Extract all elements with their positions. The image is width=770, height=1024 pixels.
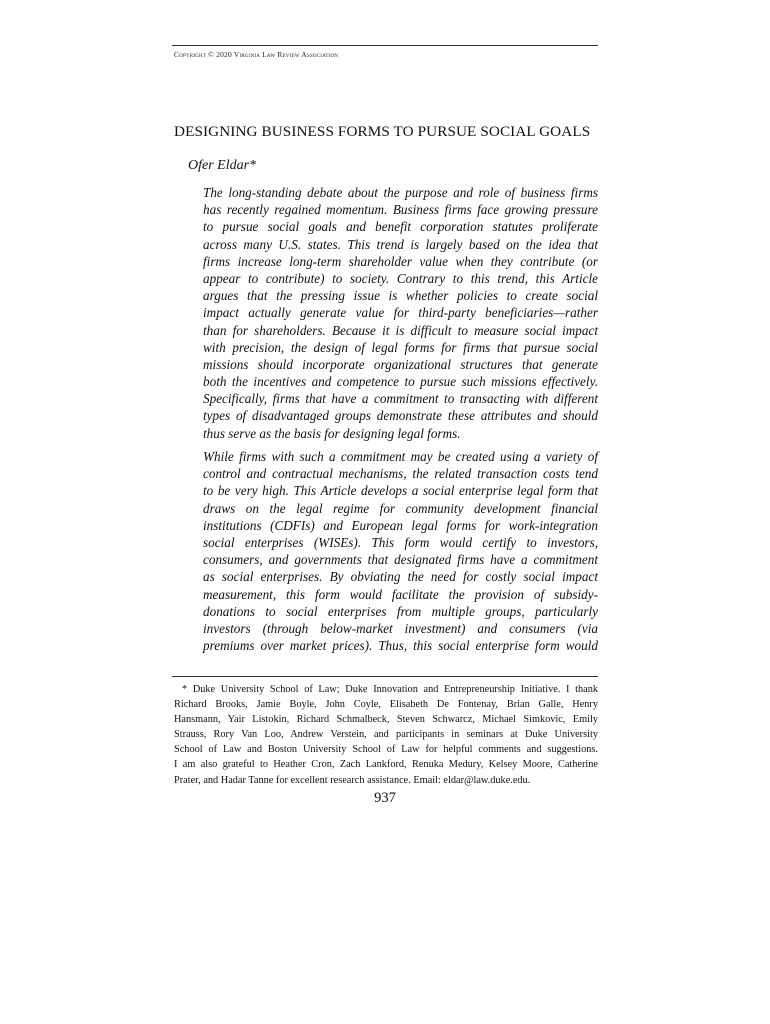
abstract-line: missions should incorporate organizational structures that generate (203, 356, 598, 372)
abstract-line: types of disadvantaged groups demonstrate these attributes and should (203, 408, 598, 424)
footnote-line: Hansmann, Yair Listokin, Richard Schmalbeck, Steven Schwarcz, Michael Simkovic, Emily (174, 714, 598, 726)
abstract-line: both the incentives and competence to pursue such missions effectively. (203, 374, 598, 390)
abstract-line: has recently regained momentum. Business firms face growing pressure (203, 202, 598, 218)
abstract-line: While firms with such a commitment may be created using a variety of (203, 449, 598, 464)
abstract-line: consumers, and governments that designated firms have a commitment (203, 552, 598, 568)
footnote (174, 682, 598, 788)
abstract-line: measurement, this form would facilitate the provision of subsidy- (203, 586, 598, 602)
abstract-line: premiums over market prices). Thus, this social enterprise form would (203, 638, 598, 654)
header-rule (172, 45, 598, 46)
abstract-paragraph-1 (203, 184, 598, 442)
article-title: DESIGNING BUSINESS FORMS TO PURSUE SOCIAL GOALS (174, 123, 591, 140)
abstract-line: appear to contribute) to society. Contrary to this trend, this Article (203, 270, 598, 286)
abstract-line: The long-standing debate about the purpose and role of business firms (203, 185, 598, 200)
abstract-line: to pursue social goals and benefit corporation statutes proliferate (203, 219, 598, 235)
abstract-line: firms increase long-term shareholder value when they contribute (or (203, 253, 598, 269)
abstract-line: draws on the legal regime for community development financial (203, 500, 598, 516)
page-number: 937 (374, 790, 396, 806)
footnote-line: I am also grateful to Heather Cron, Zach Lankford, Renuka Medury, Kelsey Moore, Catherine (174, 759, 598, 771)
abstract-line: as social enterprises. By obviating the need for costly social impact (203, 569, 598, 585)
abstract-line: with precision, the design of legal forms for firms that pursue social (203, 339, 598, 355)
abstract-line: to be very high. This Article develops a social enterprise legal form that (203, 483, 598, 499)
abstract-line: control and contractual mechanisms, the related transaction costs tend (203, 466, 598, 482)
abstract-line: across many U.S. states. This trend is largely based on the idea that (203, 236, 598, 252)
copyright-header: Copyright © 2020 Virginia Law Review Association (174, 50, 339, 59)
abstract-line: argues that the pressing issue is whether policies to create social (203, 288, 598, 304)
footnote-line: * Duke University School of Law; Duke Innovation and Entrepreneurship Initiative. I thank (182, 684, 598, 695)
abstract-line: institutions (CDFIs) and European legal forms for work-integration (203, 517, 598, 533)
footnote-line: Prater, and Hadar Tanne for excellent research assistance. Email: eldar@law.duke.edu. (174, 774, 531, 786)
abstract-line: investors (through below-market investment) and consumers (via (203, 620, 598, 636)
abstract-line: impact actually generate value for third-party beneficiaries—rather (203, 305, 598, 321)
footnote-line: School of Law and Boston University School of Law for helpful comments and suggestions. (174, 744, 598, 756)
abstract-line: donations to social enterprises from multiple groups, particularly (203, 603, 598, 619)
abstract-paragraph-2 (203, 448, 598, 654)
footnote-line: Strauss, Rory Van Loo, Andrew Verstein, and participants in seminars at Duke University (174, 729, 598, 741)
author-name: Ofer Eldar* (188, 158, 257, 173)
abstract-line: than for shareholders. Because it is difficult to measure social impact (203, 322, 598, 338)
abstract-line: thus serve as the basis for designing legal forms. (203, 425, 461, 441)
footnote-rule (172, 676, 598, 677)
abstract-line: social enterprises (WISEs). This form would certify to investors, (203, 534, 598, 550)
footnote-line: Richard Brooks, Jamie Boyle, John Coyle, Elisabeth De Fontenay, Brian Galle, Henry (174, 699, 598, 711)
abstract-line: Specifically, firms that have a commitment to transacting with different (203, 391, 598, 407)
